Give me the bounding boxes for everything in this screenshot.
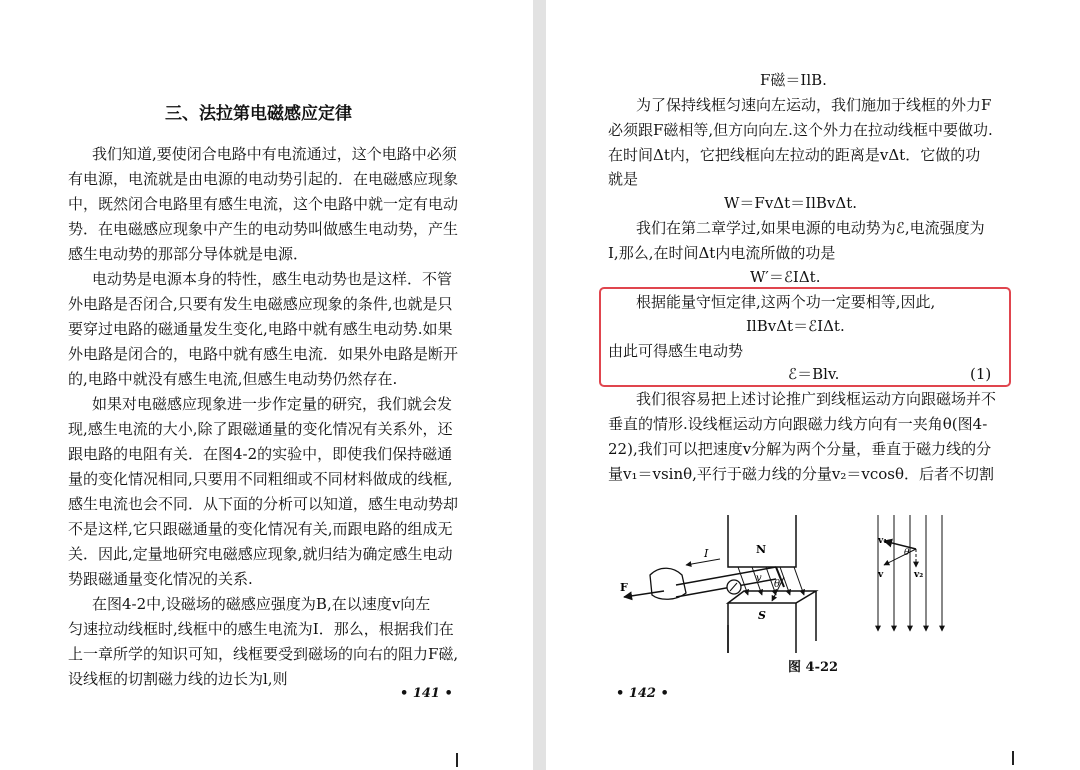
text-line: 我们知道,要使闭合电路中有电流通过，这个电路中必须 [92,145,457,163]
crop-mark [456,753,458,767]
text-line: 外电路是否闭合,只要有发生电磁感应现象的条件,也就是只 [68,295,453,313]
vector-diagram [878,515,942,631]
label-v2: v₂ [914,570,924,580]
text-line: 有电源，电流就是由电源的电动势引起的．在电磁感应现象 [68,170,459,188]
figure-caption: 图 4-22 [788,660,839,675]
text-line: 现,感生电流的大小,除了跟磁通量的变化情况有关系外，还 [68,420,453,438]
text-line: 量的变化情况相同,只要用不同粗细或不同材料做成的线框, [68,470,453,488]
text-line: 要穿过电路的磁通量发生变化,电路中就有感生电动势.如果 [68,320,453,338]
figure-4-22 [616,505,1016,655]
magnet-north-pole [728,515,796,567]
text-line: 感生电动势的那部分导体就是电源． [68,245,309,263]
equation: IlBvΔt＝ℰIΔt. [746,317,845,335]
text-line: 电动势是电源本身的特性，感生电动势也是这样．不管 [92,270,453,288]
left-page [0,0,533,770]
equation-number: (1) [970,365,992,383]
label-v1: v₁ [878,536,888,546]
text-line: 的,电路中就没有感生电流,但感生电动势仍然存在. [68,370,398,388]
text-line: 关．因此,定量地研究电磁感应现象,就归结为确定感生电动 [68,545,453,563]
equation: ℰ＝Blv. [788,365,840,383]
text-line: 如果对电磁感应现象进一步作定量的研究，我们就会发 [92,395,453,413]
label-s: S [758,609,766,622]
text-line: 跟电路的电阻有关．在图4-2的实验中，即使我们保持磁通 [68,445,453,463]
text-line: 中，既然闭合电路里有感生电流，这个电路中就一定有电动 [68,195,459,213]
text-line: 我们在第二章学过,如果电源的电动势为ℰ,电流强度为 [636,219,985,237]
text-line: 垂直的情形.设线框运动方向跟磁力线方向有一夹角θ(图4- [608,415,988,433]
label-theta-small: θ [904,548,910,558]
equation: F磁＝IlB. [760,71,827,89]
text-line: 设线框的切割磁力线的边长为l,则 [68,670,288,688]
label-n: N [756,543,767,556]
text-line: 在时间Δt内，它把线框向左拉动的距离是vΔt．它做的功 [608,146,981,164]
text-line: 不是这样,它只跟磁通量的变化情况有关,而跟电路的组成无 [68,520,453,538]
text-line: 就是 [608,170,639,188]
text-line: 势．在电磁感应现象中产生的电动势叫做感生电动势，产生 [68,220,459,238]
crop-mark [1012,751,1014,765]
text-line: 我们很容易把上述讨论推广到线框运动方向跟磁场并不 [636,390,997,408]
text-line: 上一章所学的知识可知，线框要受到磁场的向右的阻力F磁, [68,645,459,663]
text-line: 22),我们可以把速度v分解为两个分量，垂直于磁力线的分 [608,440,992,458]
page-number: • 142 • [616,686,669,701]
section-title: 三、法拉第电磁感应定律 [165,104,352,124]
text-line: 根据能量守恒定律,这两个功一定要相等,因此, [636,293,936,311]
text-line: 为了保持线框匀速向左运动，我们施加于线框的外力F [636,96,992,114]
label-v: v [756,573,762,584]
text-line: 外电路是闭合的，电路中就有感生电流．如果外电路是断开 [68,345,459,363]
label-v-small: v [878,570,884,580]
text-line: I,那么,在时间Δt内电流所做的功是 [608,244,836,262]
page-gutter [533,0,546,770]
label-theta: θ [774,579,781,590]
text-line: 由此可得感生电动势 [608,342,744,360]
text-line: 在图4-2中,设磁场的磁感应强度为B,在以速度v向左 [92,595,431,613]
force-arrow [624,591,664,597]
equation: W′＝ℰIΔt. [750,268,821,286]
current-arrow [686,559,720,565]
label-i: I [704,547,709,560]
text-line: 势跟磁通量变化情况的关系. [68,570,253,588]
text-line: 必须跟F磁相等,但方向向左.这个外力在拉动线框中要做功. [608,121,993,139]
right-page [546,0,1080,770]
text-line: 量v₁＝vsinθ,平行于磁力线的分量v₂＝vcosθ．后者不切割 [608,465,995,483]
label-f: F [620,581,628,594]
equation: W＝FvΔt＝IlBvΔt. [724,194,858,212]
page-number: • 141 • [400,686,453,701]
text-line: 感生电流也会不同．从下面的分析可以知道，感生电动势却 [68,495,459,513]
text-line: 匀速拉动线框时,线框中的感生电流为I．那么，根据我们在 [68,620,454,638]
